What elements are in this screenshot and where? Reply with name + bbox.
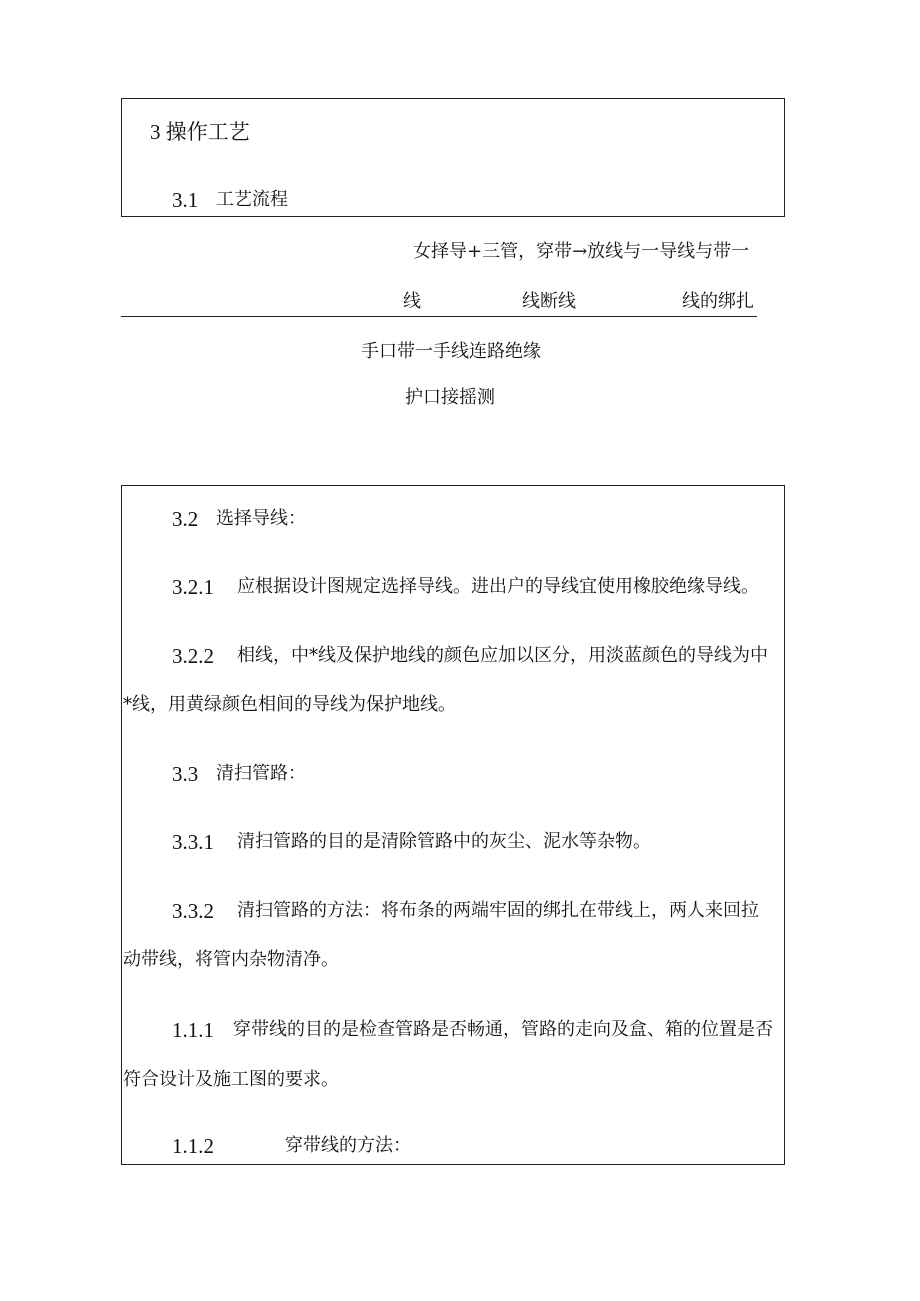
section-3-2-2-line-1: 相线，中*线及保护地线的颜色应加以区分，用淡蓝颜色的导线为中 — [237, 645, 768, 666]
section-1-1-2-number: 1.1.2 — [172, 1134, 214, 1158]
section-3-3-2-line-2: 动带线，将管内杂物清净。 — [123, 949, 339, 970]
section-3-3-number: 3.3 — [172, 762, 199, 786]
flow-row-2-b: 线断线 — [522, 291, 576, 312]
section-3-2-number: 3.2 — [172, 507, 199, 531]
section-1-1-1-number: 1.1.1 — [172, 1018, 214, 1042]
flow-row-4: 护口接摇测 — [405, 387, 495, 408]
flow-row-2-a: 线 — [403, 291, 421, 312]
section-3-2-2-line-2: *线，用黄绿颜色相间的导线为保护地线。 — [123, 694, 456, 715]
section-3-3-1-text: 清扫管路的目的是清除管路中的灰尘、泥水等杂物。 — [237, 831, 651, 852]
section-3-heading: 3 操作工艺 — [150, 120, 250, 144]
section-3-2-1-text: 应根据设计图规定选择导线。进出户的导线宜使用橡胶绝缘导线。 — [237, 576, 759, 597]
flow-divider — [121, 316, 757, 317]
section-3-2-title: 选择导线： — [216, 508, 306, 529]
section-3-3-title: 清扫管路： — [216, 763, 306, 784]
section-1-1-1-line-1: 穿带线的目的是检查管路是否畅通，管路的走向及盒、箱的位置是否 — [233, 1019, 773, 1040]
section-3-3-2-number: 3.3.2 — [172, 899, 214, 923]
section-3-2-2-number: 3.2.2 — [172, 644, 214, 668]
flow-row-3: 手口带一手线连路绝缘 — [361, 341, 541, 362]
section-3-2-1-number: 3.2.1 — [172, 575, 214, 599]
section-3-1-number: 3.1 — [172, 188, 199, 212]
flow-row-1: 女择导+三管，穿带→放线与一导线与带一 — [413, 241, 750, 262]
section-3-1-title: 工艺流程 — [216, 189, 288, 210]
section-1-1-1-line-2: 符合设计及施工图的要求。 — [123, 1069, 339, 1090]
flow-row-2-c: 线的绑扎 — [682, 291, 754, 312]
section-1-1-2-text: 穿带线的方法： — [285, 1135, 411, 1156]
section-3-3-1-number: 3.3.1 — [172, 830, 214, 854]
section-3-3-2-line-1: 清扫管路的方法：将布条的两端牢固的绑扎在带线上，两人来回拉 — [237, 900, 759, 921]
